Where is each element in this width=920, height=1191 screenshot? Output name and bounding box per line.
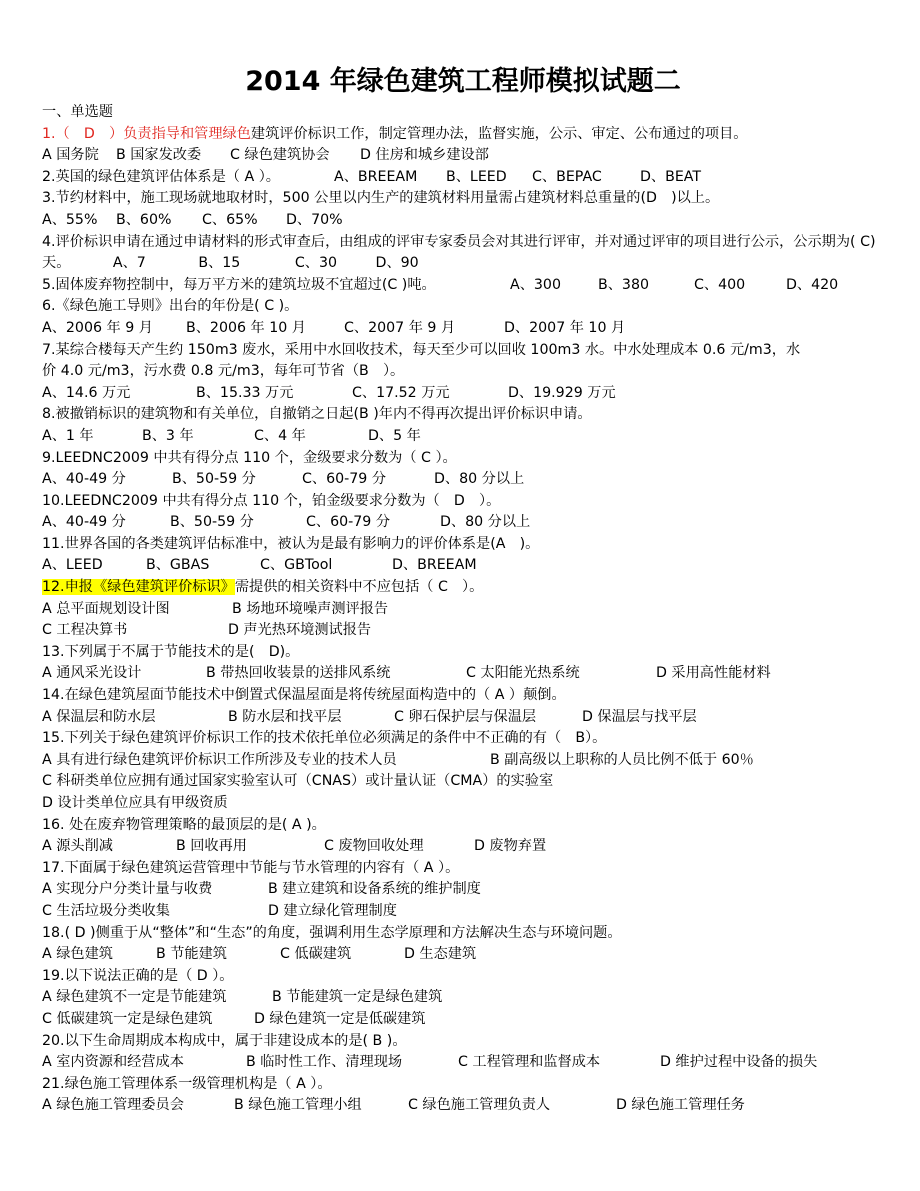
option-b: B 带热回收装景的送排风系统 [206,665,391,682]
question-15-option-d: D 设计类单位应具有甲级资质 [42,795,228,811]
question-13: 13.下列属于不属于节能技术的是( D)。 [42,643,300,660]
question-7-line-2: 价 4.0 元/m3，污水费 0.8 元/m3，每年可节省（B ）。 [42,363,405,380]
option-d: D、80 分以上 [440,514,531,531]
option-d: D、19.929 万元 [508,384,616,401]
question-16-options [42,836,884,858]
option-b: B 防水层和找平层 [228,708,342,725]
option-d: D 绿色施工管理任务 [616,1097,745,1114]
option-a: A 绿色建筑不一定是节能建筑 [42,989,227,1006]
question-12-text: 需提供的相关资料中不应包括（ C ）。 [234,579,484,596]
section-heading: 一、单选题 [42,104,113,120]
option-c: C 绿色建筑协会 [230,147,330,164]
option-c: C、GBTool [260,557,333,574]
option-c: C 低碳建筑 [280,946,352,963]
option-c: C、65% [202,211,258,228]
option-b: B 副高级以上职称的人员比例不低于 60％ [490,751,754,768]
question-16: 16. 处在废弃物管理策略的最顶层的是( A )。 [42,816,326,833]
option-c: C、4 年 [254,427,306,444]
option-a: A、BREEAM [334,168,418,185]
option-a: A 室内资源和经营成本 [42,1054,184,1071]
option-d: D、2007 年 10 月 [504,319,626,336]
question-10-options [42,512,884,534]
option-a: A、1 年 [42,427,94,444]
question-13-options [42,663,884,685]
option-b: B 节能建筑 [156,946,227,963]
option-b: B、380 [598,276,650,293]
question-12-highlighted-text: 12.申报《绿色建筑评价标识》 [42,579,235,596]
option-a: A 总平面规划设计图 [42,600,170,617]
option-c: C、60-79 分 [302,471,387,488]
option-a: A 实现分户分类计量与收费 [42,881,213,898]
question-19-options-row-2 [42,1009,884,1031]
option-a: A、40-49 分 [42,514,126,531]
question-20: 20.以下生命周期成本构成中，属于非建设成本的是( B )。 [42,1032,407,1049]
option-c: C 生活垃圾分类收集 [42,902,170,919]
question-3-options [42,210,884,232]
option-b: B 场地环境噪声测评报告 [232,600,389,617]
question-1 [42,124,884,146]
option-d: D、BREEAM [392,557,477,574]
option-b: B、GBAS [146,557,210,574]
option-d: D、80 分以上 [434,471,525,488]
question-6-options [42,318,884,340]
question-11-options [42,555,884,577]
option-b: B 绿色施工管理小组 [234,1097,362,1114]
option-d: D 保温层与找平层 [582,708,697,725]
document-title: 2014 年绿色建筑工程师模拟试题二 [245,66,681,97]
question-21: 21.绿色施工管理体系一级管理机构是（ A ）。 [42,1075,332,1092]
option-a: A、LEED [42,557,103,574]
question-7-options [42,383,884,405]
question-3: 3.节约材料中，施工现场就地取材时，500 公里以内生产的建筑材料用量需占建筑材料总重量的(D )以上。 [42,190,720,207]
option-d: D 维护过程中设备的损失 [660,1054,818,1071]
question-9-options [42,469,884,491]
option-c: C、BEPAC [532,168,602,185]
option-c: C 低碳建筑一定是绿色建筑 [42,1010,213,1027]
option-b: B 临时性工作、清理现场 [246,1054,403,1071]
question-8-options [42,426,884,448]
option-a: A、2006 年 9 月 [42,319,153,336]
option-a: A、40-49 分 [42,471,126,488]
option-c: C 废物回收处理 [324,838,424,855]
option-b: B、3 年 [142,427,194,444]
question-17-options-row-1 [42,879,884,901]
option-c: C、60-79 分 [306,514,391,531]
question-19-options-row-1 [42,987,884,1009]
option-b: B 国家发改委 [116,147,202,164]
question-17-options-row-2 [42,901,884,923]
option-c: C 卵石保护层与保温层 [394,708,537,725]
option-c: C、17.52 万元 [352,384,450,401]
option-d: D 生态建筑 [404,946,477,963]
question-11: 11.世界各国的各类建筑评估标准中，被认为是最有影响力的评价体系是(A )。 [42,535,540,552]
option-d: D 建立绿化管理制度 [268,902,397,919]
option-a: A 通风采光设计 [42,665,142,682]
option-c: C、2007 年 9 月 [344,319,456,336]
question-12-options-row-2 [42,620,884,642]
question-10: 10.LEEDNC2009 中共有得分点 110 个，铂金级要求分数为（ D ）。 [42,492,501,509]
question-1-options [42,145,884,167]
question-9: 9.LEEDNC2009 中共有得分点 110 个，金级要求分数为（ C ）。 [42,449,457,466]
option-c: C 太阳能光热系统 [466,665,580,682]
option-a: A 绿色施工管理委员会 [42,1097,184,1114]
option-a: A 国务院 [42,147,99,164]
option-d: D、BEAT [640,168,702,185]
question-5 [42,275,884,297]
option-c: C 工程管理和监督成本 [458,1054,601,1071]
option-d: D 采用高性能材料 [656,665,771,682]
option-d: D、90 [375,255,419,272]
option-a: A、7 [112,255,146,272]
option-c: C、30 [294,255,337,272]
option-d: D 绿色建筑一定是低碳建筑 [254,1010,426,1027]
option-a: A、14.6 万元 [42,384,131,401]
option-d: D 声光热环境测试报告 [228,622,372,639]
option-b: B、60% [116,211,172,228]
question-8: 8.被撤销标识的建筑物和有关单位，自撤销之日起(B )年内不得再次提出评价标识申请。 [42,406,592,423]
question-20-options [42,1052,884,1074]
option-d: D、420 [786,276,839,293]
option-b: B、50-59 分 [170,514,254,531]
option-d: D 住房和城乡建设部 [360,147,489,164]
option-c: C 工程决算书 [42,622,128,639]
question-14-options [42,707,884,729]
question-12 [42,577,884,599]
question-12-options-row-1 [42,599,884,621]
option-a: A 具有进行绿色建筑评价标识工作所涉及专业的技术人员 [42,751,397,768]
question-4 [42,232,884,275]
option-c: C 绿色施工管理负责人 [408,1097,551,1114]
question-7-line-1: 7.某综合楼每天产生约 150m3 废水，采用中水回收技术，每天至少可以回收 100m3 水。中水处理成本 0.6 元/m3，水 [42,341,801,358]
option-a: A、55% [42,211,98,228]
option-b: B、15.33 万元 [196,384,294,401]
question-1-text: 建筑评价标识工作，制定管理办法，监督实施，公示、审定、公布通过的项目。 [250,125,748,142]
option-a: A 绿色建筑 [42,946,113,963]
option-b: B 节能建筑一定是绿色建筑 [272,989,443,1006]
option-b: B 回收再用 [176,838,247,855]
question-18: 18.( D )侧重于从“整体”和“生态”的角度，强调利用生态学原理和方法解决生态与环境问题。 [42,924,622,941]
option-a: A 保温层和防水层 [42,708,156,725]
question-15-options-row-1 [42,750,884,772]
question-6: 6.《绿色施工导则》出台的年份是( C )。 [42,298,299,315]
question-5-text: 5.固体废弃物控制中，每万平方米的建筑垃圾不宜超过(C )吨。 [42,276,436,293]
option-b: B、LEED [446,168,507,185]
option-b: B、50-59 分 [172,471,256,488]
question-18-options [42,944,884,966]
question-14: 14.在绿色建筑屋面节能技术中倒置式保温屋面是将传统屋面构造中的（ A ）颠倒。 [42,687,566,704]
option-d: D、70% [286,211,343,228]
option-c: C、400 [694,276,746,293]
option-d: D、5 年 [368,427,421,444]
option-b: B、2006 年 10 月 [186,319,306,336]
option-d: D 废物弃置 [474,838,547,855]
question-2 [42,167,884,189]
option-a: A 源头削减 [42,838,113,855]
option-b: B、15 [198,255,241,272]
question-15: 15.下列关于绿色建筑评价标识工作的技术依托单位必须满足的条件中不正确的有（ B）。 [42,730,607,747]
option-b: B 建立建筑和设备系统的维护制度 [268,881,481,898]
question-2-text: 2.英国的绿色建筑评估体系是（ A ）。 [42,168,280,185]
question-19: 19.以下说法正确的是（ D ）。 [42,967,234,984]
question-21-options [42,1095,884,1117]
question-1-highlighted-text: 1.（ D ）负责指导和管理绿色 [42,125,251,142]
option-a: A、300 [510,276,561,293]
question-17: 17.下面属于绿色建筑运营管理中节能与节水管理的内容有（ A ）。 [42,859,460,876]
question-15-option-c: C 科研类单位应拥有通过国家实验室认可（CNAS）或计量认证（CMA）的实验室 [42,773,554,790]
question-4-text: 4.评价标识申请在通过申请材料的形式审查后，由组成的评审专家委员会对其进行评审，并对通过评审的项目进行公示，公示期为( C)天。 [42,233,876,272]
